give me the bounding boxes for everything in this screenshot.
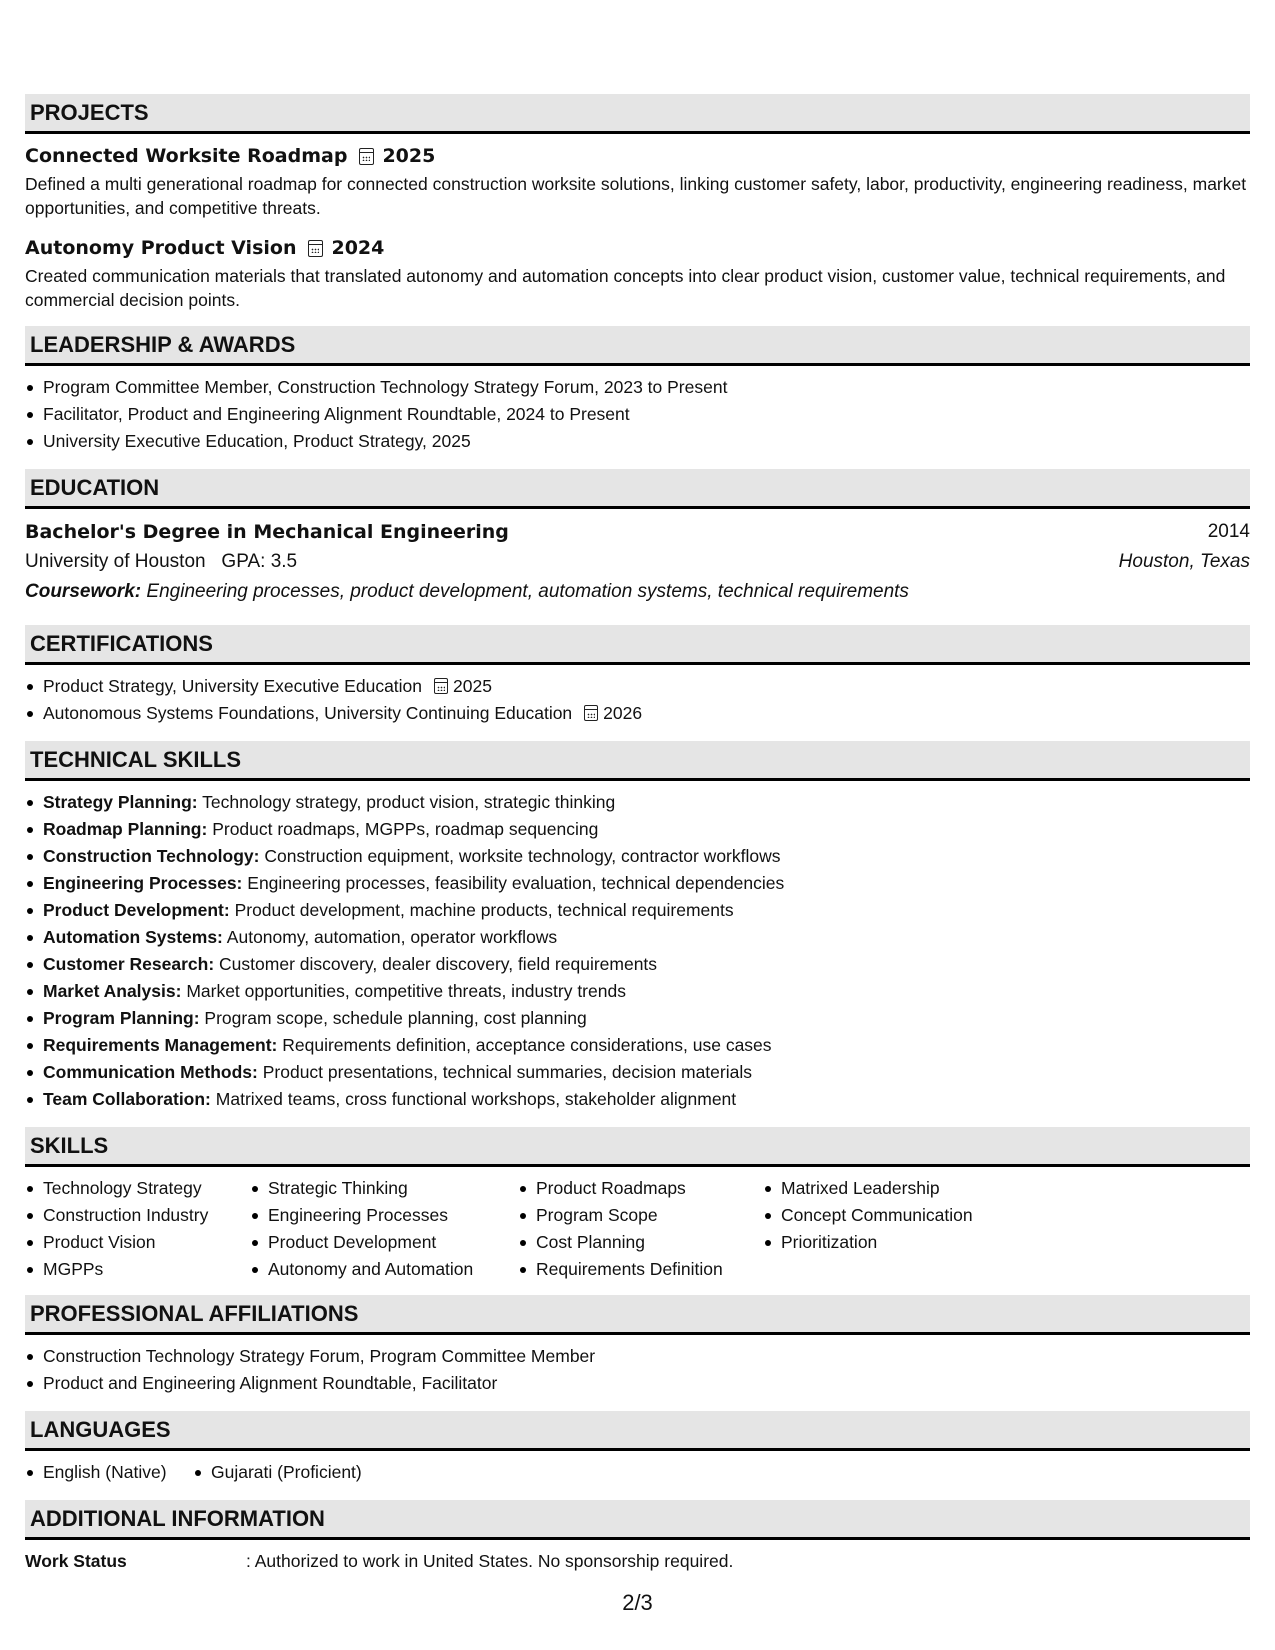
list-item [25, 673, 1250, 700]
skill-text: Matrixed teams, cross functional workshops, stakeholder alignment [215, 1089, 737, 1109]
skill-text: Product development, machine products, technical requirements [234, 900, 734, 920]
list-item [25, 951, 1250, 978]
section-heading-additional-info: ADDITIONAL INFORMATION [25, 1500, 1250, 1540]
skill-text: Customer discovery, dealer discovery, field requirements [219, 954, 658, 974]
section-heading-leadership: LEADERSHIP & AWARDS [25, 326, 1250, 366]
section-heading-education: EDUCATION [25, 469, 1250, 509]
calendar-icon [308, 240, 323, 257]
skills-column [250, 1175, 518, 1283]
list-item [25, 816, 1250, 843]
leadership-section [25, 326, 1250, 455]
list-item: Gujarati (Proficient) [193, 1459, 362, 1486]
list-item: Product and Engineering Alignment Roundtable, Facilitator [25, 1370, 1250, 1397]
project-title: Connected Worksite Roadmap [25, 145, 348, 167]
project-description: Defined a multi generational roadmap for connected construction worksite solutions, linking customer safety, labor, productivity, engineering readiness, market opportunities, and competitive threats. [25, 174, 1247, 218]
education-gpa: GPA: 3.5 [221, 551, 298, 572]
skill-label: Program Planning: [43, 1008, 200, 1028]
skill-label: Strategy Planning: [43, 792, 198, 812]
list-item [25, 978, 1250, 1005]
list-item: Concept Communication [763, 1202, 1063, 1229]
technical-skills-section [25, 741, 1250, 1113]
project-item [25, 234, 1250, 312]
calendar-icon [359, 148, 374, 165]
skill-label: Construction Technology: [43, 846, 260, 866]
coursework-text: Engineering processes, product development, automation systems, technical requirements [146, 581, 909, 602]
list-item: Matrixed Leadership [763, 1175, 1063, 1202]
project-year: 2025 [382, 145, 436, 167]
skill-label: Roadmap Planning: [43, 819, 208, 839]
education-location: Houston, Texas [1118, 551, 1250, 572]
certification-year: 2025 [453, 676, 492, 696]
list-item: Construction Industry [25, 1202, 250, 1229]
languages-list [25, 1459, 193, 1486]
skill-label: Communication Methods: [43, 1062, 258, 1082]
work-status-row [25, 1548, 1250, 1574]
list-item: Product Roadmaps [518, 1175, 763, 1202]
education-year: 2014 [1207, 521, 1250, 542]
list-item: Construction Technology Strategy Forum, Program Committee Member [25, 1343, 1250, 1370]
list-item: Cost Planning [518, 1229, 763, 1256]
list-item [25, 870, 1250, 897]
list-item: University Executive Education, Product Strategy, 2025 [25, 428, 1250, 455]
list-item: English (Native) [25, 1459, 193, 1486]
project-item [25, 142, 1250, 220]
skill-text: Product presentations, technical summaries, decision materials [262, 1062, 752, 1082]
skill-label: Team Collaboration: [43, 1089, 211, 1109]
skills-column [518, 1175, 763, 1283]
skill-label: Engineering Processes: [43, 873, 243, 893]
skills-column [763, 1175, 1063, 1283]
list-item: Facilitator, Product and Engineering Alignment Roundtable, 2024 to Present [25, 401, 1250, 428]
project-description: Created communication materials that translated autonomy and automation concepts into clear product vision, customer value, technical requirements, and commercial decision points. [25, 266, 1226, 310]
list-item [25, 924, 1250, 951]
list-item [25, 1059, 1250, 1086]
skill-text: Technology strategy, product vision, strategic thinking [202, 792, 616, 812]
page-number: 2/3 [622, 1590, 653, 1615]
section-heading-affiliations: PROFESSIONAL AFFILIATIONS [25, 1295, 1250, 1335]
list-item: Technology Strategy [25, 1175, 250, 1202]
work-status-label: Work Status [25, 1551, 127, 1571]
list-item: Product Vision [25, 1229, 250, 1256]
languages-list [193, 1459, 362, 1486]
section-heading-technical-skills: TECHNICAL SKILLS [25, 741, 1250, 781]
list-item: Program Committee Member, Construction Technology Strategy Forum, 2023 to Present [25, 374, 1250, 401]
list-item [25, 1005, 1250, 1032]
project-year: 2024 [331, 237, 385, 259]
certifications-list [25, 673, 1250, 727]
skill-text: Market opportunities, competitive threats, industry trends [186, 981, 626, 1001]
list-item: Strategic Thinking [250, 1175, 518, 1202]
section-heading-certifications: CERTIFICATIONS [25, 625, 1250, 665]
list-item [25, 700, 1250, 727]
list-item [25, 897, 1250, 924]
list-item [25, 789, 1250, 816]
certification-name: Product Strategy, University Executive Education [43, 676, 423, 696]
list-item [25, 1086, 1250, 1113]
list-item [25, 843, 1250, 870]
skill-label: Market Analysis: [43, 981, 182, 1001]
skill-text: Construction equipment, worksite technology, contractor workflows [264, 846, 781, 866]
skill-text: Engineering processes, feasibility evaluation, technical dependencies [247, 873, 785, 893]
list-item: Requirements Definition [518, 1256, 763, 1283]
skill-text: Autonomy, automation, operator workflows [226, 927, 558, 947]
leadership-list [25, 374, 1250, 455]
education-coursework [25, 577, 1250, 607]
list-item: Product Development [250, 1229, 518, 1256]
list-item: MGPPs [25, 1256, 250, 1283]
education-section [25, 469, 1250, 607]
skill-text: Requirements definition, acceptance considerations, use cases [282, 1035, 772, 1055]
certification-year: 2026 [603, 703, 643, 723]
skill-label: Automation Systems: [43, 927, 223, 947]
coursework-label: Coursework: [25, 581, 142, 602]
affiliations-list [25, 1343, 1250, 1397]
calendar-icon [584, 705, 598, 721]
list-item: Autonomy and Automation [250, 1256, 518, 1283]
education-school: University of Houston [25, 551, 206, 572]
list-item: Prioritization [763, 1229, 1063, 1256]
list-item: Program Scope [518, 1202, 763, 1229]
additional-info-section [25, 1500, 1250, 1574]
technical-skills-list [25, 789, 1250, 1113]
section-heading-languages: LANGUAGES [25, 1411, 1250, 1451]
project-title: Autonomy Product Vision [25, 237, 297, 259]
languages-section [25, 1411, 1250, 1486]
section-heading-skills: SKILLS [25, 1127, 1250, 1167]
skill-label: Product Development: [43, 900, 230, 920]
certifications-section [25, 625, 1250, 727]
affiliations-section [25, 1295, 1250, 1397]
skills-column [25, 1175, 250, 1283]
work-status-value: : Authorized to work in United States. No sponsorship required. [246, 1551, 734, 1571]
skills-grid [25, 1175, 1250, 1283]
languages-row [25, 1459, 1250, 1486]
skill-label: Requirements Management: [43, 1035, 278, 1055]
skills-section [25, 1127, 1250, 1283]
skill-label: Customer Research: [43, 954, 215, 974]
skill-text: Program scope, schedule planning, cost planning [204, 1008, 587, 1028]
skill-text: Product roadmaps, MGPPs, roadmap sequencing [212, 819, 599, 839]
resume-page [25, 94, 1250, 1574]
section-heading-projects: PROJECTS [25, 94, 1250, 134]
projects-section [25, 94, 1250, 312]
calendar-icon [434, 678, 448, 694]
list-item [25, 1032, 1250, 1059]
list-item: Engineering Processes [250, 1202, 518, 1229]
certification-name: Autonomous Systems Foundations, University Continuing Education [43, 703, 573, 723]
education-degree: Bachelor's Degree in Mechanical Engineering [25, 521, 509, 543]
